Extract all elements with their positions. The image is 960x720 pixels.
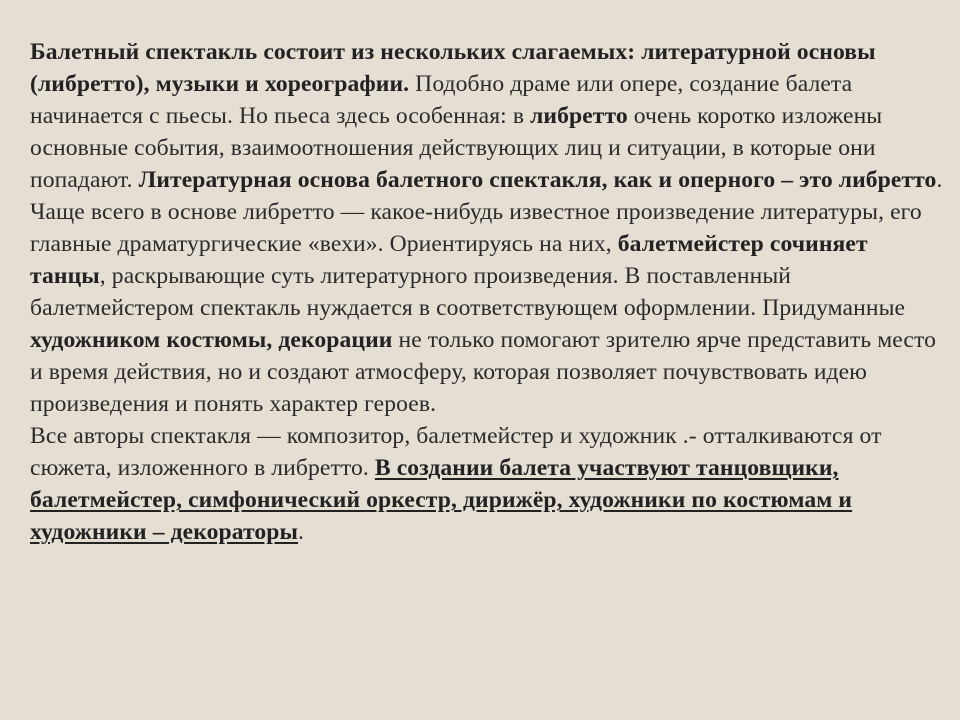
libretto-definition: Литературная основа балетного спектакля, как и оперного – это либретто [138,167,937,193]
intro-text: Подобно драме или опере, создание балета начинается с пьесы. Но пьеса здесь особенная: в [30,71,853,129]
intro-heading-text: Балетный спектакль состоит из нескольких слагаемых: литературной основы (либретто), музыки и хореографии. [30,39,876,97]
slide-text [30,36,948,548]
basis-text-continued: , раскрывающие суть литературного произведения. В поставленный балетмейстером спектакль нуждается в соответствующем оформлении. Придуманные [30,263,906,321]
basis-text: Чаще всего в основе либретто — какое-нибудь известное произведение литературы, его главные драматургические «вехи». Ориентируясь на них, [30,199,922,257]
choreographer-highlight: балетмейстер сочиняет танцы [30,231,868,289]
authors-text: Все авторы спектакля — композитор, балетмейстер и художник .- отталкиваются от сюжета, изложенного в либретто. [30,423,882,481]
intro-text-continued: очень коротко изложены основные события, взаимоотношения действующих лиц и ситуации, в которые они попадают. [30,103,883,193]
basis-text-end: не только помогают зрителю ярче представить место и время действия, но и создают атмосферу, которая позволяет почувствовать идею произведения и понять характер героев. [30,327,936,417]
intro-end-period: . [936,167,943,193]
authors-end-period: . [298,519,305,545]
participants-highlight: В создании балета участвуют танцовщики, балетмейстер, симфонический оркестр, дирижёр, художники по костюмам и художники – декораторы [30,455,853,545]
paragraph-intro [30,36,948,196]
paragraph-authors [30,420,948,548]
paragraph-basis [30,196,948,420]
libretto-term: либретто [530,103,628,129]
artist-highlight: художником костюмы, декорации [30,327,393,353]
